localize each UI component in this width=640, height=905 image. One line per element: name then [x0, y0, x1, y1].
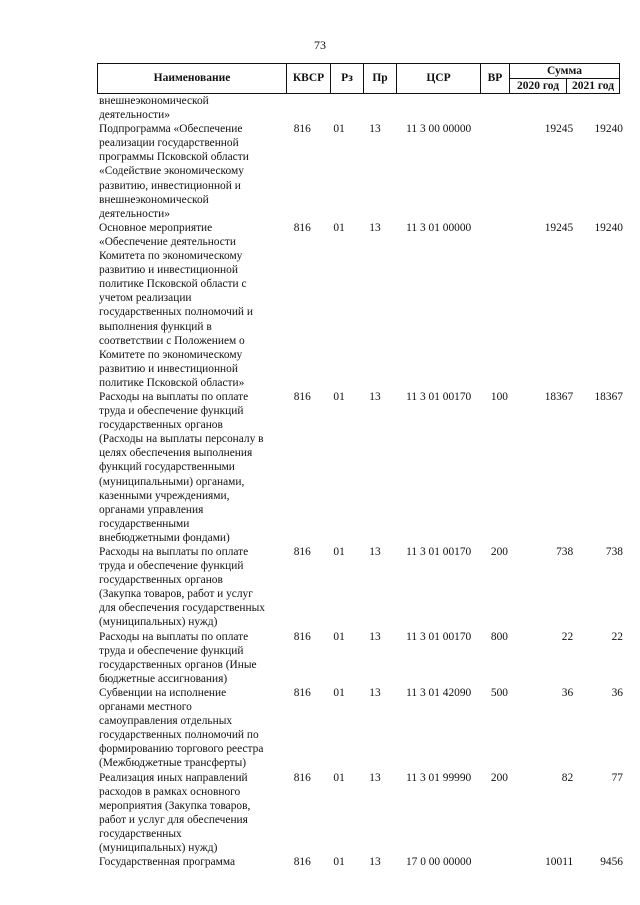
row-kvsr: 816	[293, 123, 311, 136]
row-csr: 11 3 01 00170	[406, 390, 472, 403]
header-name: Наименование	[98, 64, 287, 94]
row-csr: 11 3 01 00000	[406, 221, 472, 234]
row-sum-2020: 19245	[544, 123, 574, 136]
row-sum-2020: 19245	[544, 221, 574, 234]
row-pr: 13	[369, 856, 381, 869]
row-rz: 01	[333, 221, 345, 234]
table-row	[97, 221, 623, 390]
row-pr: 13	[369, 123, 381, 136]
row-sum-2021: 19240	[594, 221, 623, 234]
row-sum-2021: 22	[611, 630, 623, 643]
row-sum-2021: 77	[611, 771, 623, 784]
row-sum-2021: 18367	[594, 390, 623, 403]
table-row	[97, 630, 623, 686]
header-csr: ЦСР	[397, 64, 481, 94]
row-name: Государственная программа	[99, 856, 236, 869]
table-row	[97, 94, 623, 122]
table-row	[97, 390, 623, 545]
row-rz: 01	[333, 856, 345, 869]
header-sum: Сумма	[510, 64, 620, 79]
row-sum-2021: 9456	[600, 856, 623, 869]
row-sum-2020: 10011	[545, 856, 574, 869]
row-name: Основное мероприятие «Обеспечение деятельности Комитета по экономическому развитию и инвестиционной политике Псковской области с учетом реализации государственных полномочий и выполнения функций в соответствии с Положением о Комитете по экономическому развитию и инвестиционной политике Псковской области»	[99, 221, 253, 389]
row-pr: 13	[369, 771, 381, 784]
row-vr: 200	[490, 546, 508, 558]
row-vr: 200	[490, 771, 508, 784]
row-sum-2021: 36	[611, 686, 623, 699]
row-rz: 01	[333, 390, 345, 403]
row-vr: 800	[490, 630, 508, 643]
row-name: Подпрограмма «Обеспечение реализации государственной программы Псковской области «Содействие экономическому развитию, инвестиционной и внешнеэкономической деятельности»	[99, 123, 249, 220]
table-body	[97, 94, 623, 869]
row-name: внешнеэкономической деятельности»	[99, 95, 209, 122]
header-kvsr: КВСР	[287, 64, 331, 94]
row-kvsr: 816	[293, 856, 311, 869]
row-sum-2020: 22	[561, 630, 574, 643]
row-kvsr: 816	[293, 771, 311, 784]
row-rz: 01	[333, 630, 345, 643]
row-csr: 11 3 01 42090	[406, 686, 472, 699]
row-rz: 01	[333, 546, 345, 558]
table-row	[97, 855, 623, 869]
row-name: Субвенции на исполнение органами местного самоуправления отдельных государственных полномочий по формированию торгового реестра (Межбюджетные трансферты)	[99, 686, 264, 770]
row-kvsr: 816	[293, 546, 311, 558]
row-csr: 11 3 01 00170	[406, 630, 472, 643]
row-kvsr: 816	[293, 686, 311, 699]
table-header	[97, 63, 620, 94]
row-sum-2021: 19240	[594, 123, 623, 136]
row-rz: 01	[333, 686, 345, 699]
row-rz: 01	[333, 771, 345, 784]
row-pr: 13	[369, 221, 381, 234]
row-name: Расходы на выплаты по оплате труда и обеспечение функций государственных органов (Иные бюджетные ассигнования)	[99, 630, 257, 685]
table-row	[97, 771, 623, 856]
row-rz: 01	[333, 123, 345, 136]
table-row	[97, 545, 623, 630]
row-name: Расходы на выплаты по оплате труда и обеспечение функций государственных органов (Закупка товаров, работ и услуг для обеспечения государственных (муниципальных) нужд)	[99, 546, 265, 629]
row-vr: 500	[490, 686, 508, 699]
row-sum-2021: 738	[605, 546, 623, 558]
row-sum-2020: 82	[561, 771, 574, 784]
header-rz: Рз	[331, 64, 364, 94]
header-vr: ВР	[481, 64, 510, 94]
table-row	[97, 686, 623, 771]
header-year-2021: 2021 год	[567, 79, 620, 94]
row-pr: 13	[369, 630, 381, 643]
row-kvsr: 816	[293, 390, 311, 403]
header-year-2020: 2020 год	[510, 79, 567, 94]
row-sum-2020: 18367	[544, 390, 574, 403]
row-name: Расходы на выплаты по оплате труда и обеспечение функций государственных органов (Расходы на выплаты персоналу в целях обеспечения выполнения функций государственными (муниципальными) органами, казенными учреждениями, органами управления государственными внебюджетными фондами)	[99, 390, 264, 544]
row-pr: 13	[369, 546, 381, 558]
row-sum-2020: 738	[556, 546, 574, 558]
row-name: Реализация иных направлений расходов в рамках основного мероприятия (Закупка товаров, работ и услуг для обеспечения государственных (муниципальных) нужд)	[99, 771, 251, 854]
page-number: 73	[314, 38, 326, 52]
row-pr: 13	[369, 686, 381, 699]
row-csr: 17 0 00 00000	[405, 856, 472, 869]
table-row	[97, 122, 623, 221]
row-csr: 11 3 00 00000	[406, 123, 472, 136]
row-csr: 11 3 01 00170	[406, 546, 472, 558]
row-vr: 100	[490, 390, 508, 403]
row-sum-2020: 36	[561, 686, 574, 699]
row-csr: 11 3 01 99990	[406, 771, 472, 784]
row-kvsr: 816	[293, 630, 311, 643]
row-kvsr: 816	[293, 221, 311, 234]
header-pr: Пр	[364, 64, 397, 94]
row-pr: 13	[369, 390, 381, 403]
